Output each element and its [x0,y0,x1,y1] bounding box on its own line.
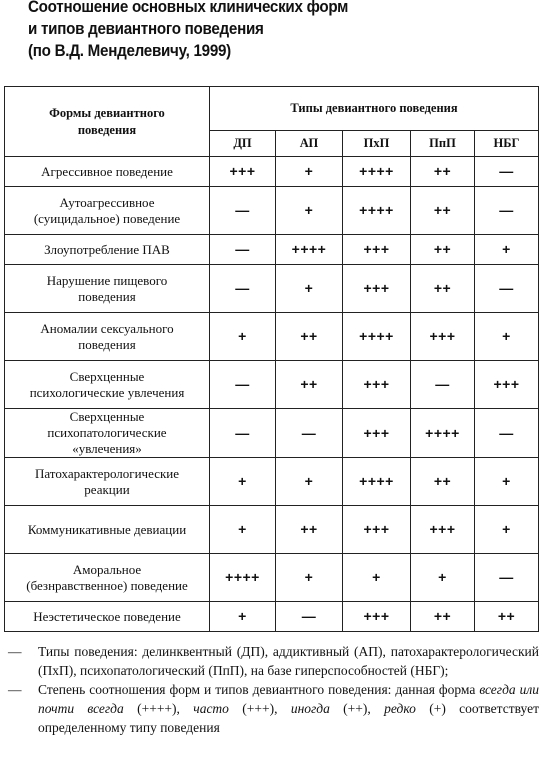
title-line-2: и типов девиантного поведения [28,20,264,38]
note-2-text-d: (++), [329,701,385,716]
value-cell: — [210,361,276,409]
value-cell: + [210,506,276,554]
note-2-often: часто [193,701,229,716]
value-cell: + [210,458,276,506]
value-cell: + [475,313,539,361]
value-cell: — [475,409,539,458]
table-row [5,265,539,313]
note-degree-legend [4,680,539,737]
value-cell: — [276,602,343,632]
types-header: Типы девиантного поведения [210,87,539,131]
value-cell: — [210,409,276,458]
column-header: НБГ [475,131,539,157]
form-cell: Сверхценные психологические увлечения [5,361,210,409]
value-cell: — [210,235,276,265]
form-cell: Коммуникативные девиации [5,506,210,554]
table-row [5,458,539,506]
value-cell: + [475,458,539,506]
value-cell: ++++ [343,458,411,506]
deviant-behavior-table [4,86,539,632]
value-cell: +++ [343,506,411,554]
value-cell: + [411,554,475,602]
value-cell: ++ [411,235,475,265]
value-cell: ++ [276,361,343,409]
value-cell: — [475,157,539,187]
value-cell: + [475,506,539,554]
note-2-text-c: (+++), [228,701,291,716]
form-cell: Патохарактерологические реакции [5,458,210,506]
value-cell: + [276,265,343,313]
value-cell: — [475,265,539,313]
table-row [5,506,539,554]
table-row [5,157,539,187]
form-cell: Агрессивное поведение [5,157,210,187]
value-cell: — [411,361,475,409]
table-row [5,187,539,235]
value-cell: + [276,157,343,187]
note-2-rarely: редко [384,701,416,716]
form-cell: Нарушение пищевого поведения [5,265,210,313]
form-cell: Злоупотребление ПАВ [5,235,210,265]
value-cell: ++++ [343,313,411,361]
form-cell: Неэстетическое поведение [5,602,210,632]
table-row [5,554,539,602]
note-1-text: Типы поведения: делинквентный (ДП), аддиктивный (АП), патохарактерологический (ПхП), психопатологический (ПпП), на базе гиперспособностей (НБГ); [38,644,539,678]
value-cell: + [475,235,539,265]
note-2-always: всегда или почти всегда [38,682,539,716]
value-cell: +++ [343,361,411,409]
value-cell: +++ [343,602,411,632]
title-line-1: Соотношение основных клинических форм [28,0,349,16]
column-header: АП [276,131,343,157]
note-2-sometimes: иногда [290,701,330,716]
forms-header: Формы девиантного поведения [5,87,210,157]
value-cell: +++ [411,313,475,361]
column-header: ПпП [411,131,475,157]
value-cell: ++ [411,602,475,632]
note-dash: — [8,682,22,697]
form-cell: Аномалии сексуального поведения [5,313,210,361]
page-title [28,0,497,62]
value-cell: ++ [411,265,475,313]
value-cell: +++ [475,361,539,409]
value-cell: +++ [210,157,276,187]
title-line-3: (по В.Д. Менделевичу, 1999) [28,42,231,60]
value-cell: + [276,554,343,602]
value-cell: + [276,187,343,235]
value-cell: — [475,554,539,602]
note-types-legend [4,642,539,680]
column-header: ПхП [343,131,411,157]
value-cell: + [343,554,411,602]
value-cell: ++++ [411,409,475,458]
note-2-text-e: (+) соответствует определенному типу поведения [38,701,539,735]
value-cell: +++ [343,409,411,458]
note-2-text-a: Степень соотношения форм и типов девиантного поведения: данная форма [38,682,480,697]
value-cell: — [475,187,539,235]
form-cell: Аморальное (безнравственное) поведение [5,554,210,602]
value-cell: + [276,458,343,506]
value-cell: — [210,187,276,235]
note-dash: — [8,644,22,659]
note-2-text-b: (++++), [123,701,194,716]
form-cell: Аутоагрессивное (суицидальное) поведение [5,187,210,235]
table-row [5,313,539,361]
value-cell: + [210,602,276,632]
value-cell: +++ [343,265,411,313]
value-cell: +++ [411,506,475,554]
value-cell: + [210,313,276,361]
value-cell: ++ [411,157,475,187]
value-cell: ++ [475,602,539,632]
notes [4,642,539,737]
value-cell: — [210,265,276,313]
table-row [5,235,539,265]
table-row [5,602,539,632]
value-cell: ++ [276,313,343,361]
value-cell: +++ [343,235,411,265]
table-row [5,361,539,409]
value-cell: — [276,409,343,458]
value-cell: ++ [411,187,475,235]
column-header: ДП [210,131,276,157]
form-cell: Сверхценные психопатологические «увлечения» [5,409,210,458]
value-cell: ++ [276,506,343,554]
value-cell: ++++ [343,157,411,187]
value-cell: ++++ [343,187,411,235]
table-row [5,409,539,458]
value-cell: ++++ [210,554,276,602]
value-cell: ++ [411,458,475,506]
value-cell: ++++ [276,235,343,265]
